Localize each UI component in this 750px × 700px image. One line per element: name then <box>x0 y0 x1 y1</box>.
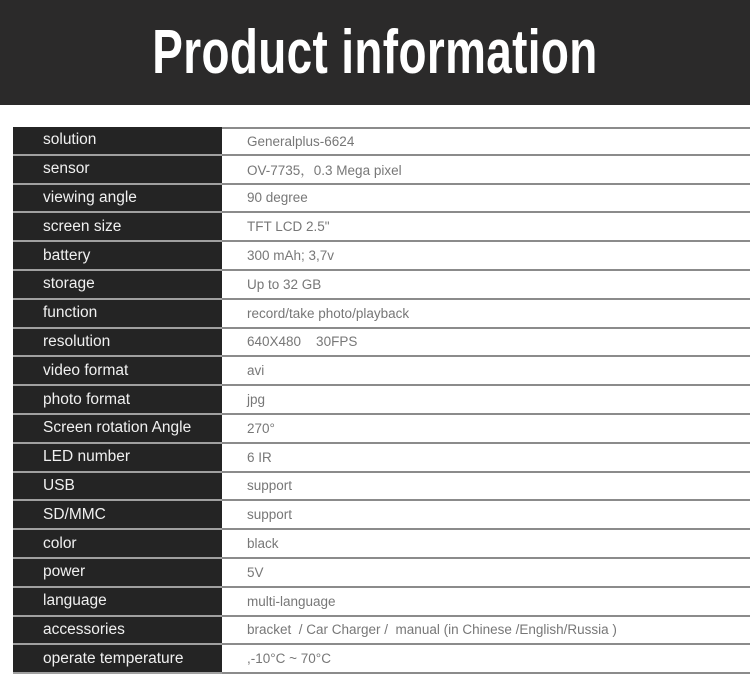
spec-label: function <box>13 300 222 329</box>
spec-label: sensor <box>13 156 222 185</box>
spec-row <box>13 127 750 156</box>
spec-label: viewing angle <box>13 185 222 214</box>
spec-row <box>13 645 750 674</box>
spec-value: 640X480 30FPS <box>222 329 750 358</box>
spec-label: battery <box>13 242 222 271</box>
spec-row <box>13 156 750 185</box>
spec-label: LED number <box>13 444 222 473</box>
spec-label: accessories <box>13 617 222 646</box>
spec-label: photo format <box>13 386 222 415</box>
spec-row <box>13 415 750 444</box>
spec-value: 90 degree <box>222 185 750 214</box>
product-spec-table <box>13 127 750 674</box>
spec-label: operate temperature <box>13 645 222 674</box>
spec-value: 5V <box>222 559 750 588</box>
spec-label: USB <box>13 473 222 502</box>
spec-row <box>13 213 750 242</box>
spec-label: color <box>13 530 222 559</box>
spec-row <box>13 271 750 300</box>
spec-value: black <box>222 530 750 559</box>
spec-value: 270° <box>222 415 750 444</box>
spec-row <box>13 617 750 646</box>
spec-value: record/take photo/playback <box>222 300 750 329</box>
spec-label: Screen rotation Angle <box>13 415 222 444</box>
spec-row <box>13 242 750 271</box>
spec-row <box>13 300 750 329</box>
spec-value: jpg <box>222 386 750 415</box>
spec-row <box>13 329 750 358</box>
spec-label: screen size <box>13 213 222 242</box>
spec-value: Up to 32 GB <box>222 271 750 300</box>
spec-label: storage <box>13 271 222 300</box>
spec-label: power <box>13 559 222 588</box>
page-title: Product information <box>152 17 598 87</box>
spec-value: Generalplus-6624 <box>222 127 750 156</box>
spec-row <box>13 588 750 617</box>
spec-row <box>13 559 750 588</box>
spec-label: resolution <box>13 329 222 358</box>
header-banner <box>0 0 750 105</box>
spec-row <box>13 444 750 473</box>
spec-value: 6 IR <box>222 444 750 473</box>
spec-label: SD/MMC <box>13 501 222 530</box>
spec-row <box>13 386 750 415</box>
spec-value: 300 mAh; 3,7v <box>222 242 750 271</box>
spec-label: video format <box>13 357 222 386</box>
spec-value: avi <box>222 357 750 386</box>
spec-row <box>13 530 750 559</box>
spec-value: OV-7735，0.3 Mega pixel <box>222 156 750 185</box>
spec-value: bracket / Car Charger / manual (in Chinese /English/Russia ) <box>222 617 750 646</box>
spec-label: language <box>13 588 222 617</box>
spec-row <box>13 473 750 502</box>
spec-value: multi-language <box>222 588 750 617</box>
spec-row <box>13 357 750 386</box>
spec-label: solution <box>13 127 222 156</box>
spec-value: support <box>222 473 750 502</box>
spec-value: TFT LCD 2.5" <box>222 213 750 242</box>
spec-value: support <box>222 501 750 530</box>
spec-value: ,-10°C ~ 70°C <box>222 645 750 674</box>
spec-row <box>13 501 750 530</box>
spec-row <box>13 185 750 214</box>
